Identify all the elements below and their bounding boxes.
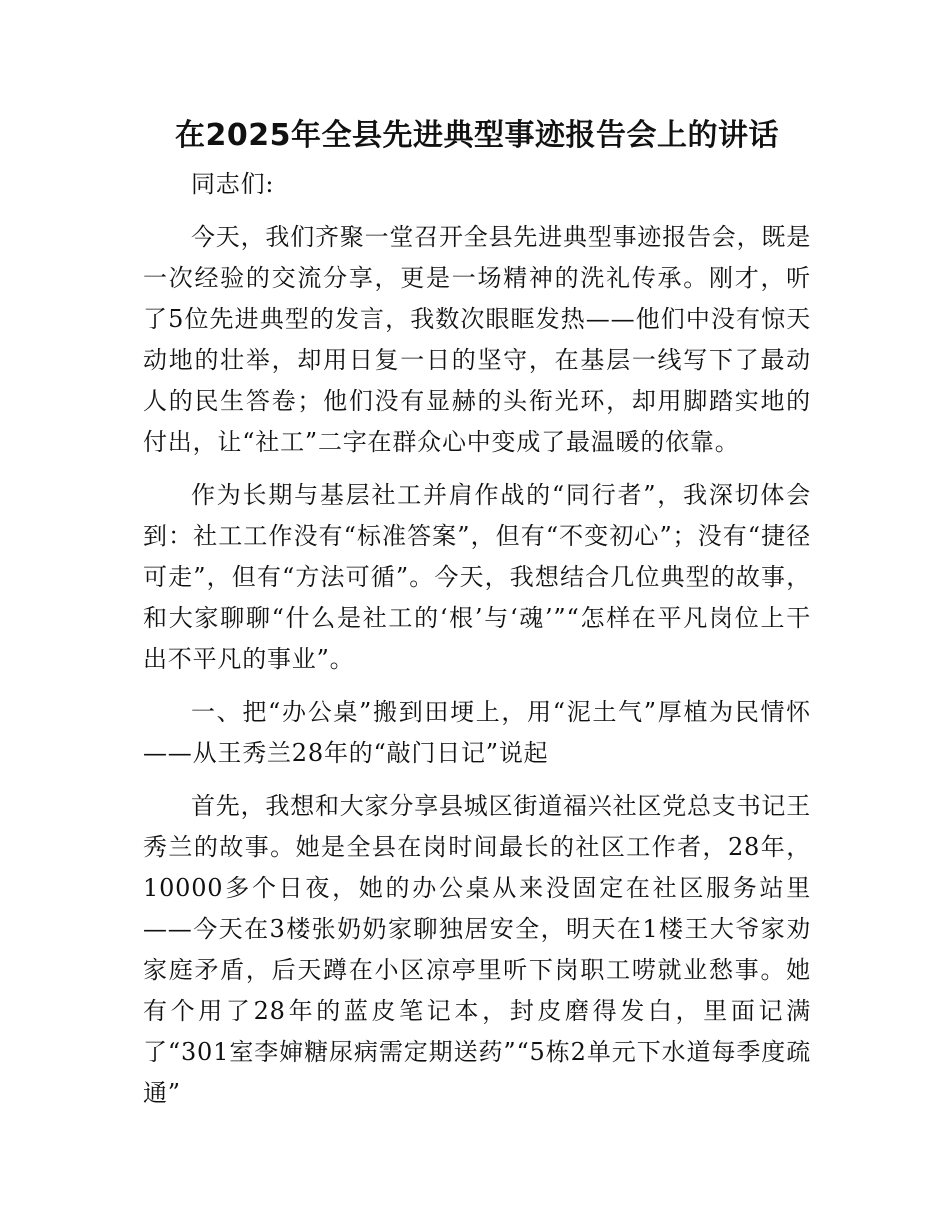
section-heading-one: 一、把“办公桌”搬到田埂上，用“泥土气”厚植为民情怀——从王秀兰28年的“敲门日记”说起 <box>143 698 811 767</box>
paragraph-opening: 今天，我们齐聚一堂召开全县先进典型事迹报告会，既是一次经验的交流分享，更是一场精神的洗礼传承。刚才，听了5位先进典型的发言，我数次眼眶发热——他们中没有惊天动地的壮举，却用日复一日的坚守，在基层一线写下了最动人的民生答卷；他们没有显赫的头衔光环，却用脚踏实地的付出，让“社工”二字在群众心中变成了最温暖的依靠。 <box>143 223 811 456</box>
paragraph-reflection: 作为长期与基层社工并肩作战的“同行者”，我深切体会到：社工工作没有“标准答案”，但有“不变初心”；没有“捷径可走”，但有“方法可循”。今天，我想结合几位典型的故事，和大家聊聊“什么是社工的‘根’与‘魂’”“怎样在平凡岗位上干出不平凡的事业”。 <box>143 481 811 673</box>
paragraph-wang-xiulan: 首先，我想和大家分享县城区街道福兴社区党总支书记王秀兰的故事。她是全县在岗时间最长的社区工作者，28年，10000多个日夜，她的办公桌从来没固定在社区服务站里——今天在3楼张奶奶家聊独居安全，明天在1楼王大爷家劝家庭矛盾，后天蹲在小区凉亭里听下岗职工唠就业愁事。她有个用了28年的蓝皮笔记本，封皮磨得发白，里面记满了“301室李婶糖尿病需定期送药”“5栋2单元下水道每季度疏通” <box>143 792 811 1107</box>
document-page <box>143 112 811 1126</box>
document-title: 在2025年全县先进典型事迹报告会上的讲话 <box>175 118 779 153</box>
salutation: 同志们: <box>191 170 275 198</box>
